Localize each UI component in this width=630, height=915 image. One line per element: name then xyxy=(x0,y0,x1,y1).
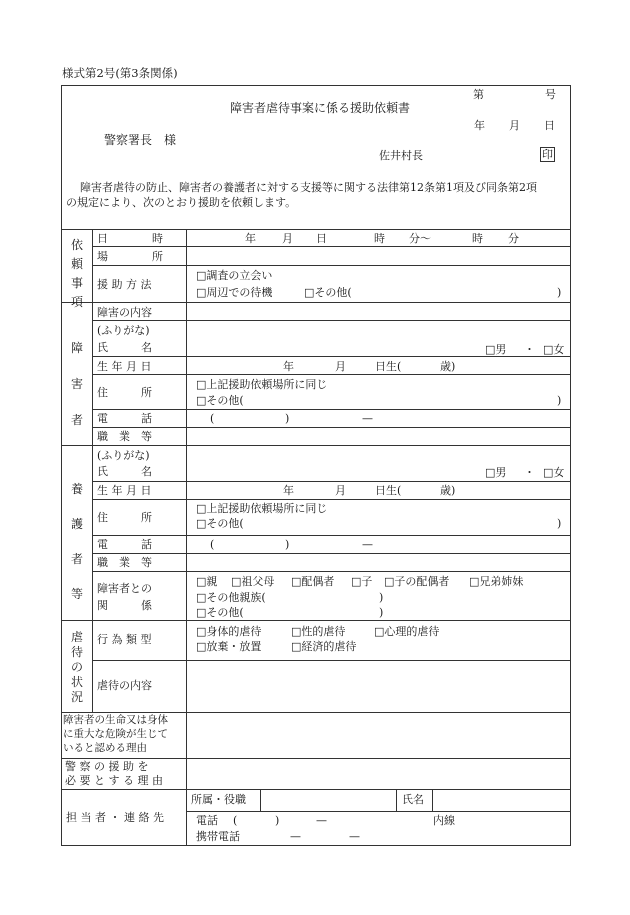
relation-other-relative-close: ) xyxy=(379,591,384,604)
relation-other[interactable]: □その他( xyxy=(196,606,244,619)
police-reason-label-2: 必 要 と す る 理 由 xyxy=(65,774,163,787)
caregiver-phone-close: ) xyxy=(285,538,290,551)
divider xyxy=(186,811,571,812)
date-month: 月 xyxy=(509,119,520,132)
contact-phone-label: 電話 xyxy=(196,814,218,827)
victim-phone-open: ( xyxy=(210,412,215,425)
place-label: 場 所 xyxy=(97,250,163,263)
victim-address-other[interactable]: □その他( xyxy=(196,394,244,407)
relation-other-close: ) xyxy=(379,606,384,619)
victim-furigana-label: (ふりがな) xyxy=(97,324,150,337)
relation-parent[interactable]: □親 xyxy=(196,575,218,588)
victim-group-label: 障 害 者 xyxy=(70,341,83,427)
seal-box: 印 xyxy=(542,148,553,161)
relation-label-line1: 障害者との xyxy=(97,582,152,595)
divider xyxy=(92,265,571,266)
request-group-label: 依 頼 事 項 xyxy=(70,238,83,309)
divider xyxy=(432,789,433,811)
abuse-type-physical[interactable]: □身体的虐待 xyxy=(196,625,262,638)
caregiver-birth-year: 年 xyxy=(283,484,294,497)
datetime-minute-from: 分〜 xyxy=(409,232,431,245)
number-suffix: 号 xyxy=(545,88,556,101)
victim-phone-dash: — xyxy=(362,412,373,425)
date-day: 日 xyxy=(544,119,555,132)
divider xyxy=(92,427,571,428)
divider xyxy=(92,571,571,572)
divider xyxy=(61,229,571,230)
datetime-month: 月 xyxy=(282,232,293,245)
datetime-label: 日 時 xyxy=(97,232,163,245)
caregiver-address-label: 住 所 xyxy=(97,511,152,524)
caregiver-address-other-close: ) xyxy=(557,517,562,530)
mobile-dash-2: — xyxy=(349,830,360,843)
divider xyxy=(61,445,571,446)
victim-gender-female[interactable]: □女 xyxy=(543,343,565,356)
caregiver-gender-sep: ・ xyxy=(524,466,535,479)
victim-phone-label: 電 話 xyxy=(97,412,152,425)
dept-title-label: 所属・役職 xyxy=(191,793,246,806)
method-option-standby[interactable]: □周辺での待機 xyxy=(196,286,273,299)
datetime-hour: 時 xyxy=(374,232,385,245)
disability-label: 障害の内容 xyxy=(97,306,152,319)
divider xyxy=(92,246,571,247)
document-title: 障害者虐待事案に係る援助依頼書 xyxy=(230,101,411,115)
divider xyxy=(92,660,571,661)
caregiver-gender-male[interactable]: □男 xyxy=(485,466,507,479)
method-option-other-close: ) xyxy=(557,286,562,299)
divider xyxy=(396,789,397,811)
danger-reason-label-2: に重大な危険が生じて xyxy=(63,728,168,740)
caregiver-phone-open: ( xyxy=(210,538,215,551)
victim-address-same[interactable]: □上記援助依頼場所に同じ xyxy=(196,378,328,391)
method-label: 援 助 方 法 xyxy=(97,278,152,291)
caregiver-birth-age: 歳) xyxy=(440,484,456,497)
sender-name: 佐井村長 xyxy=(379,149,423,162)
victim-gender-male[interactable]: □男 xyxy=(485,343,507,356)
contact-extension-label: 内線 xyxy=(433,814,455,827)
mobile-dash-1: — xyxy=(290,830,301,843)
victim-phone-close: ) xyxy=(285,412,290,425)
divider xyxy=(61,620,571,621)
relation-child-spouse[interactable]: □子の配偶者 xyxy=(384,575,450,588)
caregiver-birth-month: 月 xyxy=(335,484,346,497)
caregiver-phone-label: 電 話 xyxy=(97,538,152,551)
divider xyxy=(61,789,571,790)
addressee: 警察署長 様 xyxy=(104,133,177,147)
relation-other-relative[interactable]: □その他親族( xyxy=(196,591,266,604)
abuse-group-label: 虐 待 の 状 況 xyxy=(70,630,83,704)
victim-birth-year: 年 xyxy=(283,360,294,373)
abuse-type-neglect[interactable]: □放棄・放置 xyxy=(196,640,262,653)
victim-birth-day: 日生( xyxy=(375,360,402,373)
victim-gender-sep: ・ xyxy=(524,343,535,356)
caregiver-address-other[interactable]: □その他( xyxy=(196,517,244,530)
caregiver-job-label: 職 業 等 xyxy=(97,556,152,569)
danger-reason-label-3: いると認める理由 xyxy=(63,742,147,754)
victim-address-other-close: ) xyxy=(557,394,562,407)
victim-job-label: 職 業 等 xyxy=(97,430,152,443)
contact-phone-close: ) xyxy=(275,814,280,827)
victim-birth-label: 生 年 月 日 xyxy=(97,360,152,373)
caregiver-gender-female[interactable]: □女 xyxy=(543,466,565,479)
caregiver-furigana-label: (ふりがな) xyxy=(97,449,150,462)
abuse-type-label: 行 為 類 型 xyxy=(97,633,152,646)
victim-birth-month: 月 xyxy=(335,360,346,373)
abuse-type-sexual[interactable]: □性的虐待 xyxy=(291,625,346,638)
datetime-year: 年 xyxy=(245,232,256,245)
caregiver-phone-dash: — xyxy=(362,538,373,551)
divider xyxy=(186,229,187,846)
divider xyxy=(61,302,571,303)
caregiver-group-label: 養 護 者 等 xyxy=(70,482,83,601)
date-year: 年 xyxy=(474,119,485,132)
police-reason-label-1: 警 察 の 援 助 を xyxy=(65,760,149,773)
intro-text-line2: の規定により、次のとおり援助を依頼します。 xyxy=(66,196,297,209)
datetime-day: 日 xyxy=(316,232,327,245)
divider xyxy=(92,535,571,536)
divider xyxy=(61,712,571,713)
contact-label: 担 当 者 ・ 連 絡 先 xyxy=(66,811,164,824)
relation-child[interactable]: □子 xyxy=(351,575,373,588)
victim-birth-age: 歳) xyxy=(440,360,456,373)
contact-phone-dash: — xyxy=(316,814,327,827)
mobile-phone-label: 携帯電話 xyxy=(196,830,240,843)
abuse-type-economic[interactable]: □経済的虐待 xyxy=(291,640,357,653)
form-number-label: 様式第2号(第3条関係) xyxy=(62,66,178,80)
victim-name-label: 氏 名 xyxy=(97,341,152,354)
danger-reason-label-1: 障害者の生命又は身体 xyxy=(63,714,168,726)
divider xyxy=(92,481,571,482)
method-option-other[interactable]: □その他( xyxy=(304,286,352,299)
number-prefix: 第 xyxy=(473,88,484,101)
relation-spouse[interactable]: □配偶者 xyxy=(291,575,335,588)
caregiver-address-same[interactable]: □上記援助依頼場所に同じ xyxy=(196,502,328,515)
method-option-attend[interactable]: □調査の立会い xyxy=(196,269,273,282)
datetime-minute-to: 分 xyxy=(508,232,519,245)
divider xyxy=(260,789,261,811)
caregiver-birth-label: 生 年 月 日 xyxy=(97,484,152,497)
caregiver-name-label: 氏 名 xyxy=(97,465,152,478)
relation-siblings[interactable]: □兄弟姉妹 xyxy=(469,575,524,588)
divider xyxy=(92,374,571,375)
divider xyxy=(61,758,571,759)
staff-name-label: 氏名 xyxy=(402,793,424,806)
caregiver-birth-day: 日生( xyxy=(375,484,402,497)
divider xyxy=(92,499,571,500)
divider xyxy=(92,229,93,712)
contact-phone-open: ( xyxy=(233,814,238,827)
relation-grandparent[interactable]: □祖父母 xyxy=(231,575,275,588)
relation-label-line2: 関 係 xyxy=(97,599,152,612)
divider xyxy=(92,320,571,321)
divider xyxy=(92,553,571,554)
abuse-type-psychological[interactable]: □心理的虐待 xyxy=(374,625,440,638)
divider xyxy=(92,356,571,357)
intro-text-line1: 障害者虐待の防止、障害者の養護者に対する支援等に関する法律第12条第1項及び同条第2項 xyxy=(80,181,537,194)
victim-address-label: 住 所 xyxy=(97,386,152,399)
abuse-content-label: 虐待の内容 xyxy=(97,679,152,692)
divider xyxy=(92,409,571,410)
datetime-hour-to: 時 xyxy=(472,232,483,245)
